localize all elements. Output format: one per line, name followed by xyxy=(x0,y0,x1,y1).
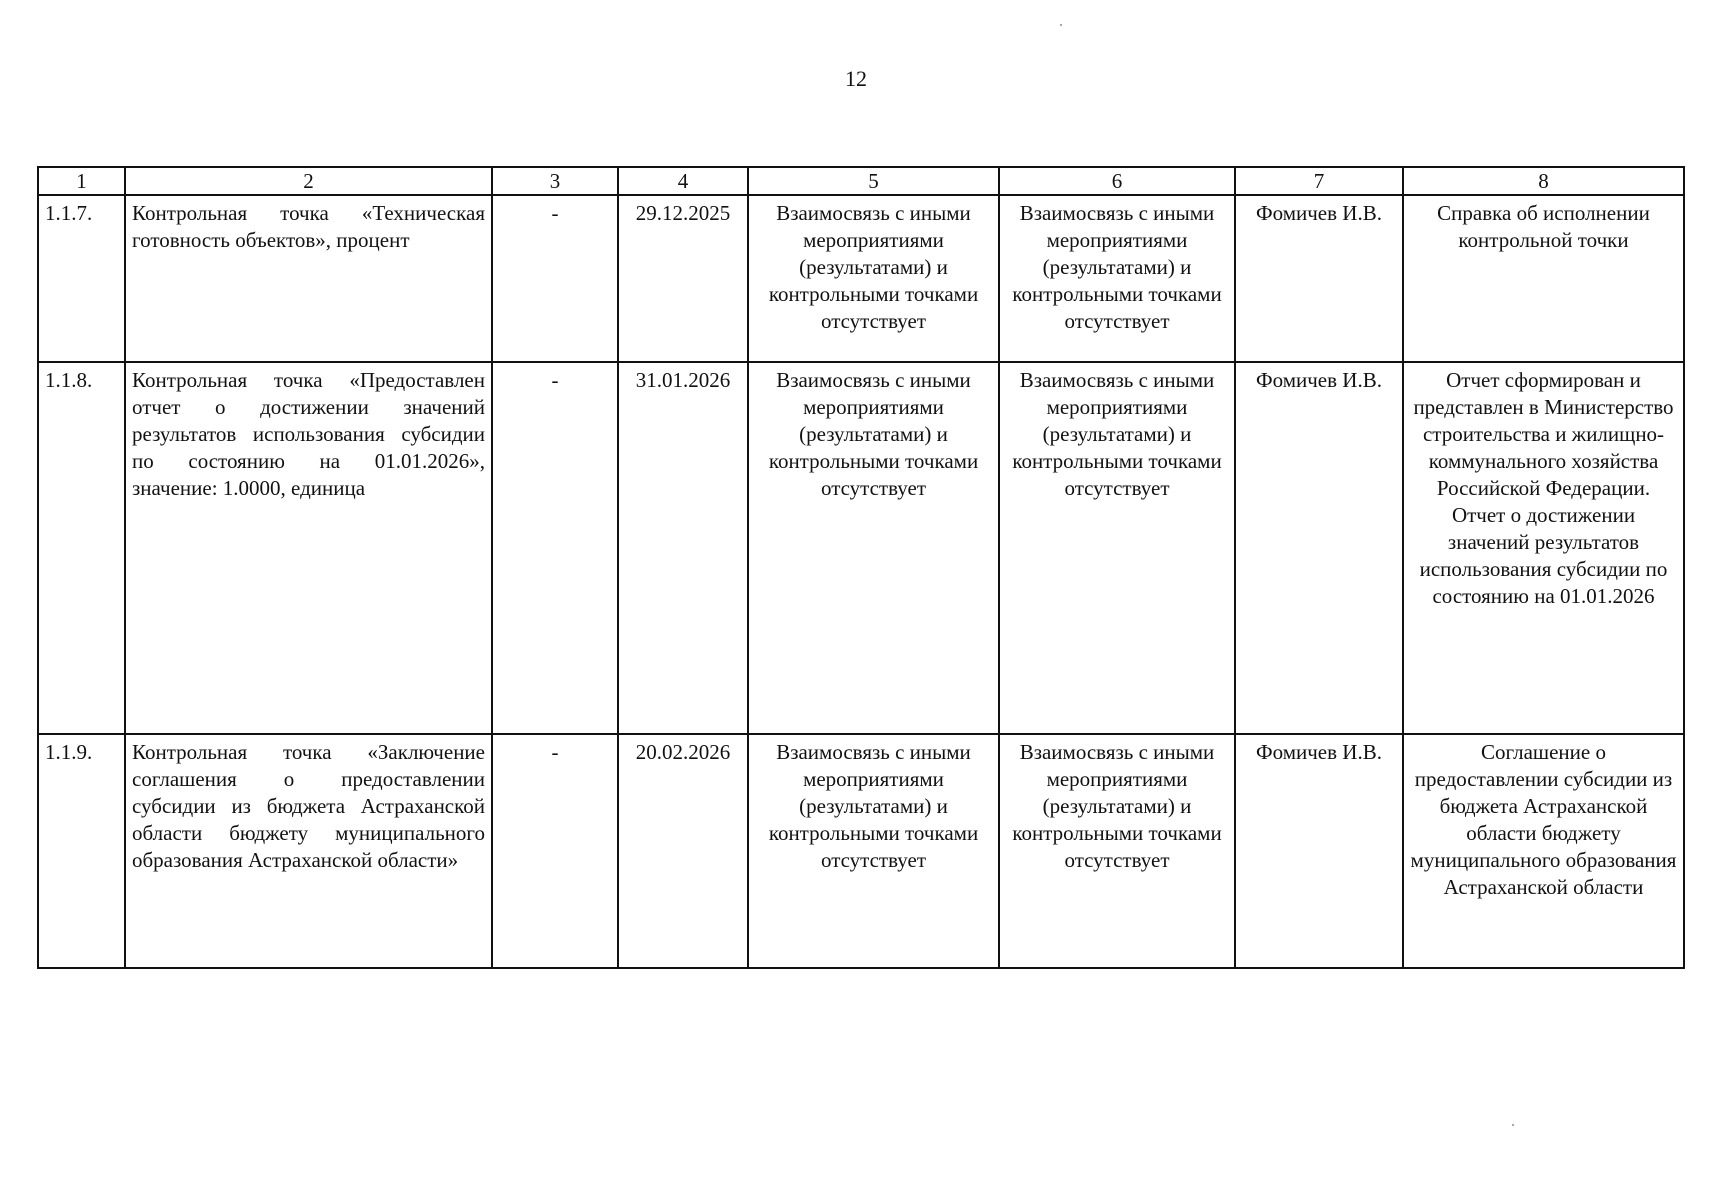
document-cell: Отчет сформирован и представлен в Министерство строительства и жилищно-коммунального хозяйства Российской Федерации. Отчет о достижении значений результатов использования субсидии по состоянию на 01.01.2026 xyxy=(1403,362,1684,734)
table-row xyxy=(38,195,1684,362)
column-3-cell: - xyxy=(492,734,618,968)
relation-cell-5: Взаимосвязь с иными мероприятиями (результатами) и контрольными точками отсутствует xyxy=(748,195,999,362)
control-point-name-cell: Контрольная точка «Заключение соглашения о предоставлении субсидии из бюджета Астраханской области бюджету муниципального образования Астраханской области» xyxy=(125,734,492,968)
relation-cell-6: Взаимосвязь с иными мероприятиями (результатами) и контрольными точками отсутствует xyxy=(999,195,1235,362)
page-number: 12 xyxy=(845,66,867,91)
responsible-cell: Фомичев И.В. xyxy=(1235,734,1403,968)
column-3-cell: - xyxy=(492,195,618,362)
date-cell: 31.01.2026 xyxy=(618,362,748,734)
date-cell: 29.12.2025 xyxy=(618,195,748,362)
row-number-cell: 1.1.8. xyxy=(38,362,125,734)
scan-speck xyxy=(1512,1124,1514,1126)
table-row xyxy=(38,734,1684,968)
relation-cell-5: Взаимосвязь с иными мероприятиями (результатами) и контрольными точками отсутствует xyxy=(748,734,999,968)
header-col-6: 6 xyxy=(999,167,1235,195)
responsible-cell: Фомичев И.В. xyxy=(1235,195,1403,362)
header-col-2: 2 xyxy=(125,167,492,195)
row-number-cell: 1.1.7. xyxy=(38,195,125,362)
control-point-name-cell: Контрольная точка «Предоставлен отчет о достижении значений результатов использования субсидии по состоянию на 01.01.2026», значение: 1.0000, единица xyxy=(125,362,492,734)
column-3-cell: - xyxy=(492,362,618,734)
header-col-5: 5 xyxy=(748,167,999,195)
header-col-7: 7 xyxy=(1235,167,1403,195)
row-number-cell: 1.1.9. xyxy=(38,734,125,968)
header-col-1: 1 xyxy=(38,167,125,195)
relation-cell-5: Взаимосвязь с иными мероприятиями (результатами) и контрольными точками отсутствует xyxy=(748,362,999,734)
document-cell: Справка об исполнении контрольной точки xyxy=(1403,195,1684,362)
control-points-table xyxy=(37,166,1685,969)
relation-cell-6: Взаимосвязь с иными мероприятиями (результатами) и контрольными точками отсутствует xyxy=(999,734,1235,968)
date-cell: 20.02.2026 xyxy=(618,734,748,968)
table-row xyxy=(38,362,1684,734)
control-point-name-cell: Контрольная точка «Техническая готовность объектов», процент xyxy=(125,195,492,362)
relation-cell-6: Взаимосвязь с иными мероприятиями (результатами) и контрольными точками отсутствует xyxy=(999,362,1235,734)
header-col-4: 4 xyxy=(618,167,748,195)
document-cell: Соглашение о предоставлении субсидии из бюджета Астраханской области бюджету муниципального образования Астраханской области xyxy=(1403,734,1684,968)
scan-speck xyxy=(1060,24,1062,26)
header-row xyxy=(38,167,1684,195)
responsible-cell: Фомичев И.В. xyxy=(1235,362,1403,734)
header-col-3: 3 xyxy=(492,167,618,195)
header-col-8: 8 xyxy=(1403,167,1684,195)
